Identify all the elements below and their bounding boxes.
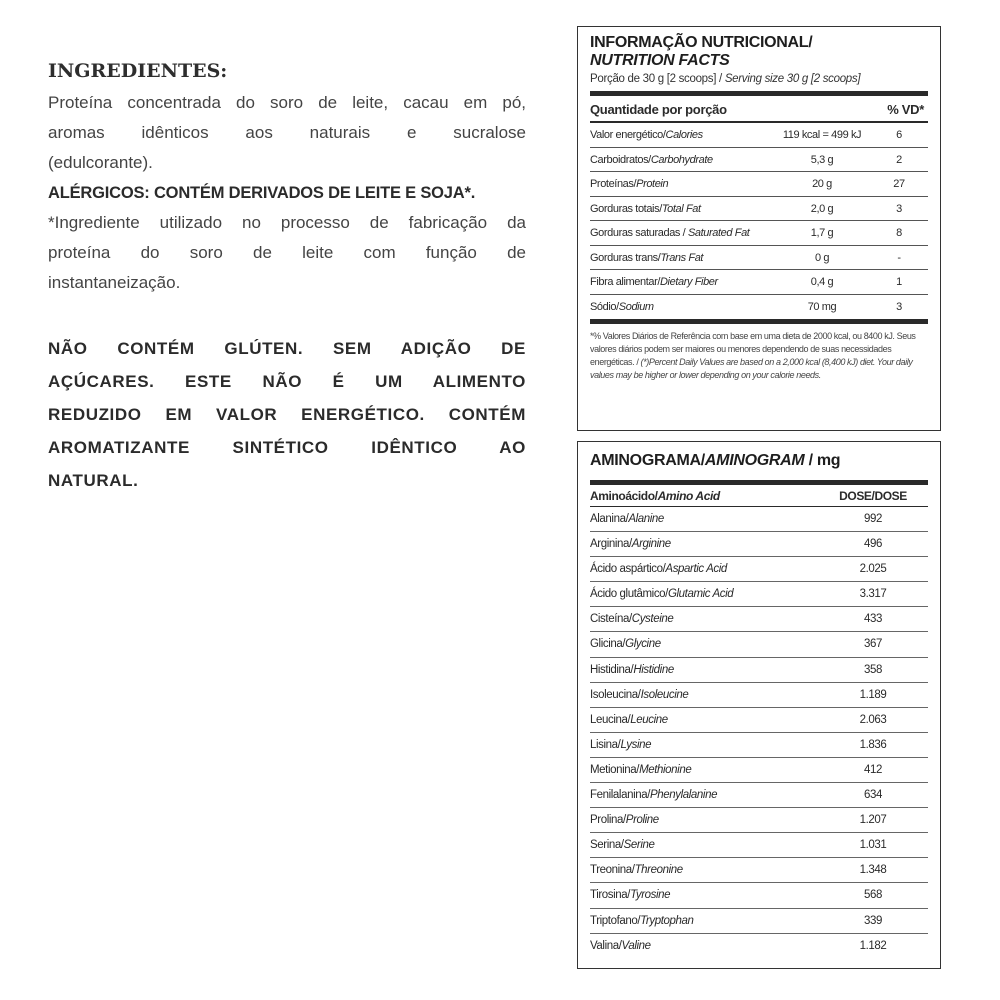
dose-header: DOSE/DOSE xyxy=(839,489,907,503)
nutrition-row xyxy=(590,270,928,295)
amino-acid-name-pt: Metionina/ xyxy=(590,763,640,776)
amino-acid-dose: 1.348 xyxy=(859,864,887,877)
nutrition-footnote xyxy=(590,330,928,382)
amino-acid-name-en: Proline xyxy=(625,814,659,827)
amino-acid-name xyxy=(590,858,818,882)
amino-acid-name-pt: Triptofano/ xyxy=(590,914,641,927)
footnote-pt: *% Valores Diários de Referência com base em uma dieta de 2000 kcal, ou 8400 kJ. Seus valores diários podem ser maiores ou menores dependendo de suas necessidades energéticas. / xyxy=(590,331,916,367)
nutrition-rows xyxy=(590,123,928,319)
amino-acid-dose: 496 xyxy=(864,538,882,551)
nutrition-row xyxy=(590,295,928,320)
warning-line: NATURAL. xyxy=(48,471,139,490)
amino-acid-name xyxy=(590,683,818,707)
nutrient-daily-value: - xyxy=(897,251,901,264)
aminogram-rows xyxy=(590,507,928,959)
amino-acid-dose: 339 xyxy=(864,914,882,927)
nutrient-daily-value: 3 xyxy=(896,202,902,215)
nutrient-amount: 5,3 g xyxy=(810,153,834,166)
nutrition-row xyxy=(590,172,928,197)
amino-acid-name-pt: Serina/ xyxy=(590,839,624,852)
warning-line: NÃO CONTÉM GLÚTEN. SEM ADIÇÃO DE xyxy=(48,339,526,358)
amino-acid-name xyxy=(590,507,818,531)
aminogram-row xyxy=(590,708,928,733)
amino-acid-name-pt: Histidina/ xyxy=(590,663,634,676)
warning-statement xyxy=(48,332,526,497)
aminogram-row xyxy=(590,833,928,858)
aminogram-row xyxy=(590,934,928,959)
nutrition-row xyxy=(590,123,928,148)
amino-acid-dose: 568 xyxy=(864,889,882,902)
nutrition-title: INFORMAÇÃO NUTRICIONAL/ xyxy=(590,34,813,51)
amino-acid-dose: 2.025 xyxy=(859,563,887,576)
nutrition-row xyxy=(590,148,928,173)
nutrient-name xyxy=(590,123,774,147)
nutrient-daily-value: 6 xyxy=(896,129,902,141)
aminogram-row xyxy=(590,658,928,683)
amino-acid-dose: 2.063 xyxy=(859,713,887,726)
amino-acid-name-en: Serine xyxy=(623,839,655,852)
nutrient-amount: 70 mg xyxy=(807,300,837,313)
nutrient-name-en: Calories xyxy=(665,129,703,141)
amino-acid-name-pt: Arginina/ xyxy=(590,538,632,551)
amino-acid-name xyxy=(590,632,818,656)
amino-acid-dose: 634 xyxy=(864,789,882,802)
ingredient-note-line: *Ingrediente utilizado no processo de fabricação da xyxy=(48,213,526,232)
nutrient-name xyxy=(590,270,774,294)
serving-size xyxy=(590,71,928,87)
amino-acid-name xyxy=(590,808,818,832)
nutrient-name-pt: Gorduras saturadas / xyxy=(590,227,688,239)
nutrient-daily-value: 3 xyxy=(896,300,902,313)
aminogram-row xyxy=(590,783,928,808)
amino-acid-name xyxy=(590,582,818,606)
ingredient-note-line: instantaneização. xyxy=(48,273,181,292)
amino-acid-name-pt: Cisteína/ xyxy=(590,613,632,626)
daily-value-header: % VD* xyxy=(887,102,924,117)
ingredients-line: Proteína concentrada do soro de leite, cacau em pó, xyxy=(48,93,526,112)
nutrient-daily-value: 8 xyxy=(896,227,902,239)
aminogram-title xyxy=(590,452,928,480)
nutrient-name-pt: Gorduras trans/ xyxy=(590,251,661,264)
amino-acid-name-en: Aspartic Acid xyxy=(665,563,727,576)
amino-acid-name-en: Lysine xyxy=(620,738,652,751)
amino-acid-name-pt: Ácido glutâmico/ xyxy=(590,588,668,601)
amino-acid-name-pt: Alanina/ xyxy=(590,513,629,525)
amino-acid-name-en: Isoleucine xyxy=(640,688,689,701)
ingredient-note-line: proteína do soro de leite com função de xyxy=(48,243,526,262)
amino-acid-name-pt: Tirosina/ xyxy=(590,889,631,902)
amino-acid-dose: 433 xyxy=(864,613,882,626)
aminogram-row xyxy=(590,909,928,934)
amino-acid-header-en: Amino Acid xyxy=(657,489,720,503)
amino-acid-name-en: Histidine xyxy=(633,663,674,676)
amino-acid-name-en: Phenylalanine xyxy=(650,789,718,802)
amino-acid-name-pt: Glicina/ xyxy=(590,638,626,651)
amino-acid-name-pt: Treonina/ xyxy=(590,864,635,877)
aminogram-row xyxy=(590,858,928,883)
amino-acid-name-pt: Leucina/ xyxy=(590,713,631,726)
nutrient-name xyxy=(590,172,774,196)
nutrient-daily-value: 1 xyxy=(896,276,902,288)
quantity-header: Quantidade por porção xyxy=(590,102,727,117)
nutrition-row xyxy=(590,221,928,246)
amino-acid-name xyxy=(590,658,818,682)
nutrient-name-pt: Gorduras totais/ xyxy=(590,202,662,215)
nutrition-row xyxy=(590,197,928,222)
aminogram-row xyxy=(590,758,928,783)
aminogram-title-en: AMINOGRAM xyxy=(704,452,805,469)
amino-acid-dose: 367 xyxy=(864,638,882,651)
amino-acid-header-pt: Aminoácido/ xyxy=(590,489,658,503)
aminogram-row xyxy=(590,733,928,758)
amino-acid-name-pt: Ácido aspártico/ xyxy=(590,563,666,576)
amino-acid-name xyxy=(590,783,818,807)
amino-acid-name-pt: Lisina/ xyxy=(590,738,621,751)
amino-acid-dose: 1.189 xyxy=(859,688,887,701)
amino-acid-dose: 1.182 xyxy=(859,939,887,952)
nutrient-name-pt: Sódio/ xyxy=(590,300,619,313)
serving-size-en: Serving size 30 g [2 scoops] xyxy=(724,73,861,85)
aminogram-row xyxy=(590,582,928,607)
amino-acid-name xyxy=(590,733,818,757)
aminogram-panel xyxy=(577,441,941,969)
amino-acid-name-en: Tryptophan xyxy=(640,914,694,927)
amino-acid-name-en: Valine xyxy=(621,939,651,952)
ingredients-text xyxy=(48,88,526,178)
amino-acid-name-en: Tyrosine xyxy=(630,889,671,902)
nutrient-name-en: Dietary Fiber xyxy=(660,276,718,288)
nutrient-amount: 20 g xyxy=(812,178,832,190)
amino-acid-name-pt: Prolina/ xyxy=(590,814,626,827)
amino-acid-name xyxy=(590,532,818,556)
allergens-statement: ALÉRGICOS: CONTÉM DERIVADOS DE LEITE E SOJA*. xyxy=(48,184,476,202)
nutrient-daily-value: 2 xyxy=(896,153,902,166)
ingredients-section xyxy=(48,60,526,497)
amino-acid-dose: 412 xyxy=(864,763,882,776)
nutrient-amount: 119 kcal = 499 kJ xyxy=(782,129,862,141)
amino-acid-name-pt: Valina/ xyxy=(590,939,622,952)
nutrient-name-en: Sodium xyxy=(618,300,654,313)
amino-acid-name-pt: Fenilalanina/ xyxy=(590,789,651,802)
amino-acid-name-en: Arginine xyxy=(631,538,671,551)
aminogram-row xyxy=(590,883,928,908)
nutrient-name-pt: Carboidratos/ xyxy=(590,153,651,166)
nutrition-header-row xyxy=(590,96,928,123)
nutrient-name-en: Protein xyxy=(636,178,669,190)
amino-acid-dose: 1.836 xyxy=(859,738,887,751)
amino-acid-name xyxy=(590,833,818,857)
nutrient-amount: 0 g xyxy=(814,251,830,264)
nutrient-name-pt: Fibra alimentar/ xyxy=(590,276,661,288)
aminogram-row xyxy=(590,507,928,532)
serving-size-pt: Porção de 30 g [2 scoops] / xyxy=(590,73,725,85)
ingredient-note xyxy=(48,208,526,298)
nutrient-name-en: Saturated Fat xyxy=(688,227,750,239)
amino-acid-name-pt: Isoleucina/ xyxy=(590,688,641,701)
footnote-en: (*)Percent Daily Values are based on a 2,000 kcal (8,400 kJ) diet. Your daily values may be higher or lower depending on your calorie needs. xyxy=(590,357,913,380)
warning-line: REDUZIDO EM VALOR ENERGÉTICO. CONTÉM xyxy=(48,405,526,424)
amino-acid-dose: 358 xyxy=(864,663,882,676)
nutrient-name xyxy=(590,246,774,270)
nutrient-name xyxy=(590,197,774,221)
aminogram-title-pt: AMINOGRAMA/ xyxy=(590,452,705,469)
aminogram-header-row xyxy=(590,485,928,507)
amino-acid-name-en: Methionine xyxy=(639,763,692,776)
aminogram-row xyxy=(590,607,928,632)
amino-acid-name xyxy=(590,934,818,959)
nutrient-amount: 1,7 g xyxy=(810,227,834,239)
amino-acid-name-en: Glutamic Acid xyxy=(667,588,734,601)
amino-acid-header xyxy=(590,485,818,506)
warning-line: AÇÚCARES. ESTE NÃO É UM ALIMENTO xyxy=(48,372,526,391)
amino-acid-name xyxy=(590,909,818,933)
nutrient-daily-value: 27 xyxy=(893,178,905,190)
amino-acid-name-en: Alanine xyxy=(628,513,664,525)
amino-acid-name-en: Leucine xyxy=(630,713,668,726)
nutrient-amount: 2,0 g xyxy=(810,202,834,215)
nutrition-subtitle: NUTRITION FACTS xyxy=(590,52,730,69)
thick-divider xyxy=(590,319,928,324)
ingredients-line: (edulcorante). xyxy=(48,153,153,172)
warning-line: AROMATIZANTE SINTÉTICO IDÊNTICO AO xyxy=(48,438,526,457)
amino-acid-dose: 3.317 xyxy=(859,588,887,601)
nutrition-facts-panel xyxy=(577,26,941,431)
nutrient-name xyxy=(590,148,774,172)
nutrient-name xyxy=(590,221,774,245)
aminogram-row xyxy=(590,532,928,557)
ingredients-line: aromas idênticos aos naturais e sucralose xyxy=(48,123,526,142)
amino-acid-name-en: Cysteine xyxy=(631,613,674,626)
nutrient-amount: 0,4 g xyxy=(810,276,834,288)
nutrient-name xyxy=(590,295,774,320)
amino-acid-name xyxy=(590,607,818,631)
amino-acid-name-en: Glycine xyxy=(625,638,661,651)
amino-acid-name xyxy=(590,758,818,782)
nutrient-name-en: Total Fat xyxy=(661,202,701,215)
nutrient-name-en: Trans Fat xyxy=(660,251,704,264)
aminogram-title-unit: / mg xyxy=(804,452,841,469)
amino-acid-dose: 992 xyxy=(864,513,882,525)
nutrient-name-pt: Valor energético/ xyxy=(590,129,666,141)
amino-acid-name-en: Threonine xyxy=(634,864,683,877)
ingredients-title: INGREDIENTES: xyxy=(48,60,228,82)
aminogram-row xyxy=(590,632,928,657)
nutrient-name-en: Carbohydrate xyxy=(650,153,713,166)
aminogram-row xyxy=(590,557,928,582)
aminogram-row xyxy=(590,683,928,708)
amino-acid-name xyxy=(590,883,818,907)
aminogram-row xyxy=(590,808,928,833)
amino-acid-name xyxy=(590,557,818,581)
amino-acid-dose: 1.031 xyxy=(859,839,887,852)
nutrition-row xyxy=(590,246,928,271)
amino-acid-dose: 1.207 xyxy=(859,814,887,827)
nutrient-name-pt: Proteínas/ xyxy=(590,178,637,190)
amino-acid-name xyxy=(590,708,818,732)
